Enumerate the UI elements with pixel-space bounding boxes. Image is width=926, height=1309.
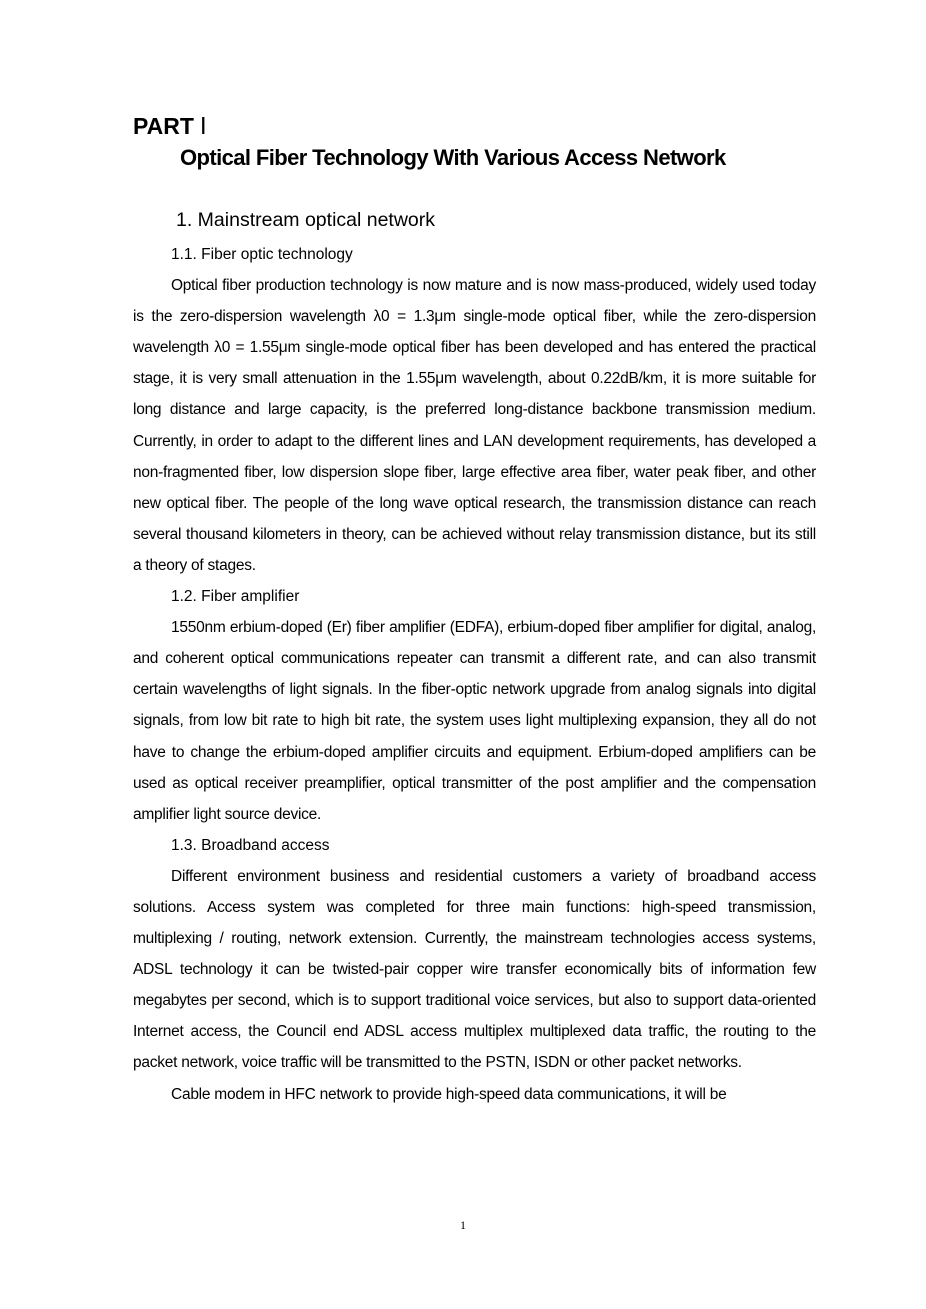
part-heading	[133, 113, 207, 140]
subsection-heading: 1.1. Fiber optic technology	[171, 246, 353, 263]
part-numeral: Ⅰ	[199, 114, 207, 139]
paragraph: 1550nm erbium-doped (Er) fiber amplifier (EDFA), erbium-doped fiber amplifier for digital, analog, and coherent optical communications repeater can transmit a different rate, and can also transmit certain wavelengths of light signals. In the fiber-optic network upgrade from analog signals into digital signals, from low bit rate to high bit rate, the system uses light multiplexing expansion, they all do not have to change the erbium-doped amplifier circuits and equipment. Erbium-doped amplifiers can be used as optical receiver preamplifier, optical transmitter of the post amplifier and the compensation amplifier light source device.	[133, 619, 816, 823]
paragraph: Cable modem in HFC network to provide high-speed data communications, it will be	[171, 1085, 727, 1103]
paragraph: Different environment business and residential customers a variety of broadband access solutions. Access system was completed for three main functions: high-speed transmission, multiplexing / routing, network extension. Currently, the mainstream technologies access systems, ADSL technology it can be twisted-pair copper wire transfer economically bits of information few megabytes per second, which is to support traditional voice services, but also to support data-oriented Internet access, the Council end ADSL access multiplex multiplexed data traffic, the routing to the packet network, voice traffic will be transmitted to the PSTN, ISDN or other packet networks.	[133, 867, 816, 1072]
paragraph: Optical fiber production technology is now mature and is now mass-produced, widely used today is the zero-dispersion wavelength λ0 = 1.3μm single-mode optical fiber, while the zero-dispersion wavelength λ0 = 1.55μm single-mode optical fiber has been developed and has entered the practical stage, it is very small attenuation in the 1.55μm wavelength, about 0.22dB/km, it is more suitable for long distance and large capacity, is the preferred long-distance backbone transmission medium. Currently, in order to adapt to the different lines and LAN development requirements, has developed a non-fragmented fiber, low dispersion slope fiber, large effective area fiber, water peak fiber, and other new optical fiber. The people of the long wave optical research, the transmission distance can reach several thousand kilometers in theory, can be achieved without relay transmission distance, but its still a theory of stages.	[133, 277, 816, 574]
subsection-heading: 1.2. Fiber amplifier	[171, 588, 300, 606]
page-number: 1	[460, 1218, 466, 1232]
section-heading: 1. Mainstream optical network	[176, 209, 436, 231]
document-title: Optical Fiber Technology With Various Access Network	[180, 145, 726, 170]
body-text	[133, 239, 816, 1110]
part-label: PART	[133, 113, 194, 139]
subsection-heading: 1.3. Broadband access	[171, 836, 330, 854]
